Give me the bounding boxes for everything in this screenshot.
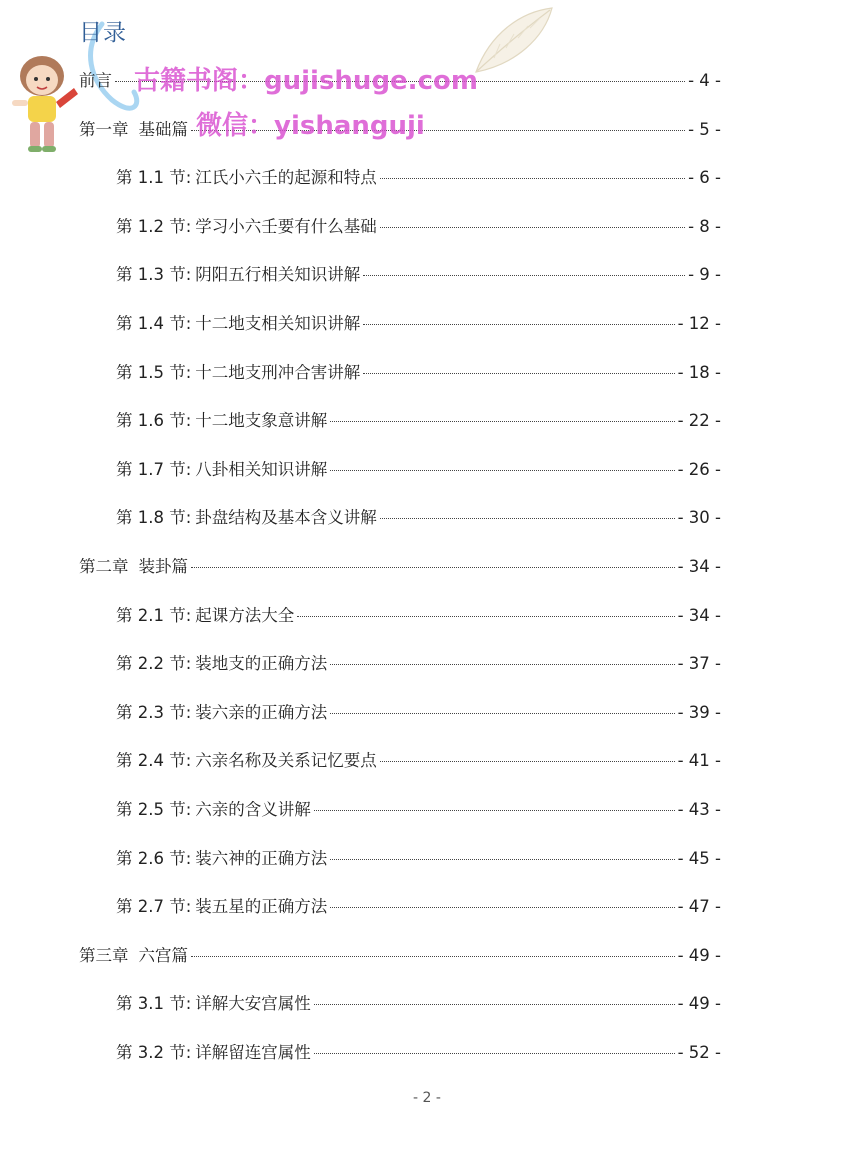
toc-entry-number: 第 3.1 节:	[116, 994, 192, 1014]
toc-entry-label	[116, 844, 327, 874]
toc-dot-leader	[191, 955, 675, 957]
toc-entry-label	[116, 746, 377, 776]
toc-entry-title: 装六亲的正确方法	[195, 702, 328, 722]
toc-entry-page: - 49 -	[677, 945, 721, 965]
toc-section-row[interactable]	[116, 989, 721, 1019]
toc-entry-page: - 41 -	[677, 751, 721, 771]
toc-dot-leader	[191, 566, 675, 568]
toc-section-row[interactable]	[116, 795, 721, 825]
toc-entry-title: 六亲名称及关系记忆要点	[195, 751, 377, 771]
toc-entry-label	[116, 795, 311, 825]
toc-entry-title: 详解留连宫属性	[195, 1043, 311, 1062]
toc-entry-title: 装六神的正确方法	[195, 848, 328, 868]
toc-entry-number: 第一章	[79, 119, 129, 139]
toc-section-row[interactable]	[116, 503, 721, 533]
toc-section-row[interactable]	[116, 212, 721, 242]
toc-entry-page: - 9 -	[688, 265, 721, 285]
toc-section-row[interactable]	[116, 698, 721, 728]
toc-entry-page: - 6 -	[688, 168, 721, 188]
toc-dot-leader	[380, 517, 675, 519]
toc-entry-label	[116, 601, 294, 631]
toc-entry-label	[116, 309, 360, 339]
toc-entry-label	[116, 989, 311, 1019]
toc-entry-page: - 43 -	[677, 800, 721, 819]
toc-entry-page: - 34 -	[677, 557, 721, 576]
toc-entry-page: - 39 -	[677, 702, 721, 722]
mascot-icon	[8, 48, 82, 160]
toc-entry-title: 十二地支象意讲解	[195, 411, 328, 431]
toc-section-row[interactable]	[116, 1038, 721, 1068]
toc-dot-leader	[330, 858, 674, 860]
toc-entry-title: 十二地支刑冲合害讲解	[195, 362, 361, 382]
toc-dot-leader	[363, 274, 685, 276]
toc-entry-number: 第 2.4 节:	[116, 751, 192, 771]
toc-section-row[interactable]	[116, 601, 721, 631]
toc-entry-number: 第三章	[79, 945, 129, 965]
toc-dot-leader	[330, 906, 674, 908]
toc-section-row[interactable]	[116, 844, 721, 874]
toc-chapter-row[interactable]	[79, 552, 721, 582]
toc-entry-page: - 26 -	[677, 459, 721, 479]
toc-entry-number: 第 1.4 节:	[116, 314, 192, 333]
toc-entry-number: 第 1.1 节:	[116, 168, 192, 188]
toc-dot-leader	[330, 469, 674, 471]
toc-entry-number: 第 2.7 节:	[116, 897, 192, 917]
toc-dot-leader	[380, 177, 685, 179]
toc-dot-leader	[330, 712, 674, 714]
toc-entry-number: 第 3.2 节:	[116, 1043, 192, 1062]
toc-section-row[interactable]	[116, 358, 721, 388]
toc-entry-number: 第 1.8 节:	[116, 508, 192, 528]
toc-entry-number: 第 1.3 节:	[116, 265, 192, 285]
toc-dot-leader	[314, 1003, 675, 1005]
toc-entry-page: - 37 -	[677, 654, 721, 674]
toc-entry-label	[116, 455, 327, 485]
toc-entry-label	[116, 698, 327, 728]
watermark-wechat: 微信：yishanguji	[196, 111, 425, 141]
toc-entry-number: 第 2.6 节:	[116, 848, 192, 868]
toc-entry-page: - 18 -	[677, 362, 721, 382]
toc-entry-number: 第 1.6 节:	[116, 411, 192, 431]
toc-entry-number: 第 1.2 节:	[116, 216, 192, 236]
toc-entry-number: 第 2.2 节:	[116, 654, 192, 674]
toc-entry-title: 装五星的正确方法	[195, 897, 328, 917]
toc-dot-leader	[330, 420, 674, 422]
toc-entry-label	[116, 892, 327, 922]
toc-entry-page: - 30 -	[677, 508, 721, 528]
toc-entry-page: - 5 -	[688, 119, 721, 139]
toc-entry-title: 八卦相关知识讲解	[195, 459, 328, 479]
toc-entry-label	[116, 1038, 311, 1068]
toc-entry-number: 第 2.3 节:	[116, 702, 192, 722]
toc-dot-leader	[380, 760, 675, 762]
toc-entry-label	[79, 66, 112, 96]
toc-entry-title: 江氏小六壬的起源和特点	[195, 168, 377, 188]
toc-entry-title: 阴阳五行相关知识讲解	[195, 265, 361, 285]
toc-entry-title: 十二地支相关知识讲解	[195, 314, 361, 333]
toc-entry-number: 第二章	[79, 557, 129, 576]
toc-entry-page: - 49 -	[677, 994, 721, 1014]
toc-dot-leader	[314, 1052, 675, 1054]
toc-entry-label	[116, 212, 377, 242]
toc-entry-label	[116, 649, 327, 679]
toc-entry-title: 六宫篇	[138, 945, 188, 965]
toc-entry-label	[116, 260, 360, 290]
toc-dot-leader	[330, 663, 674, 665]
toc-dot-leader	[380, 226, 685, 228]
toc-entry-page: - 47 -	[677, 897, 721, 917]
toc-section-row[interactable]	[116, 455, 721, 485]
toc-dot-leader	[363, 372, 674, 374]
toc-entry-title: 起课方法大全	[195, 605, 295, 625]
toc-entry-number: 第 1.7 节:	[116, 459, 192, 479]
toc-entry-page: - 12 -	[677, 314, 721, 333]
toc-entry-label	[79, 115, 188, 145]
toc-entry-page: - 8 -	[688, 216, 721, 236]
toc-title: 目录	[79, 20, 127, 46]
toc-section-row[interactable]	[116, 406, 721, 436]
toc-entry-page: - 4 -	[688, 71, 721, 90]
toc-section-row[interactable]	[116, 163, 721, 193]
toc-section-row[interactable]	[116, 260, 721, 290]
toc-entry-label	[116, 163, 377, 193]
toc-entry-title: 详解大安宫属性	[195, 994, 311, 1014]
toc-entry-label	[79, 941, 188, 971]
toc-section-row[interactable]	[116, 649, 721, 679]
toc-entry-number: 第 1.5 节:	[116, 362, 192, 382]
toc-dot-leader	[314, 809, 675, 811]
toc-entry-number: 第 2.5 节:	[116, 800, 192, 819]
toc-entry-title: 基础篇	[138, 119, 188, 139]
toc-section-row[interactable]	[116, 746, 721, 776]
toc-entry-title: 装地支的正确方法	[195, 654, 328, 674]
toc-entry-label	[116, 358, 360, 388]
toc-entry-page: - 52 -	[677, 1043, 721, 1062]
toc-dot-leader	[363, 323, 674, 325]
toc-entry-page: - 34 -	[677, 605, 721, 625]
page-number: - 2 -	[413, 1090, 441, 1106]
toc-entry-label	[79, 552, 188, 582]
toc-entry-title: 六亲的含义讲解	[195, 800, 311, 819]
toc-entry-title: 装卦篇	[138, 557, 188, 576]
toc-entry-title: 前言	[79, 71, 112, 90]
toc-entry-page: - 22 -	[677, 411, 721, 431]
watermark-site: 古籍书阁：gujishuge.com	[134, 66, 478, 96]
toc-section-row[interactable]	[116, 309, 721, 339]
toc-entry-number: 第 2.1 节:	[116, 605, 192, 625]
toc-entry-title: 学习小六壬要有什么基础	[195, 216, 377, 236]
toc-entry-page: - 45 -	[677, 848, 721, 868]
toc-entry-label	[116, 503, 377, 533]
toc-chapter-row[interactable]	[79, 941, 721, 971]
toc-entry-label	[116, 406, 327, 436]
toc-section-row[interactable]	[116, 892, 721, 922]
toc-entry-title: 卦盘结构及基本含义讲解	[195, 508, 377, 528]
toc-dot-leader	[297, 615, 674, 617]
